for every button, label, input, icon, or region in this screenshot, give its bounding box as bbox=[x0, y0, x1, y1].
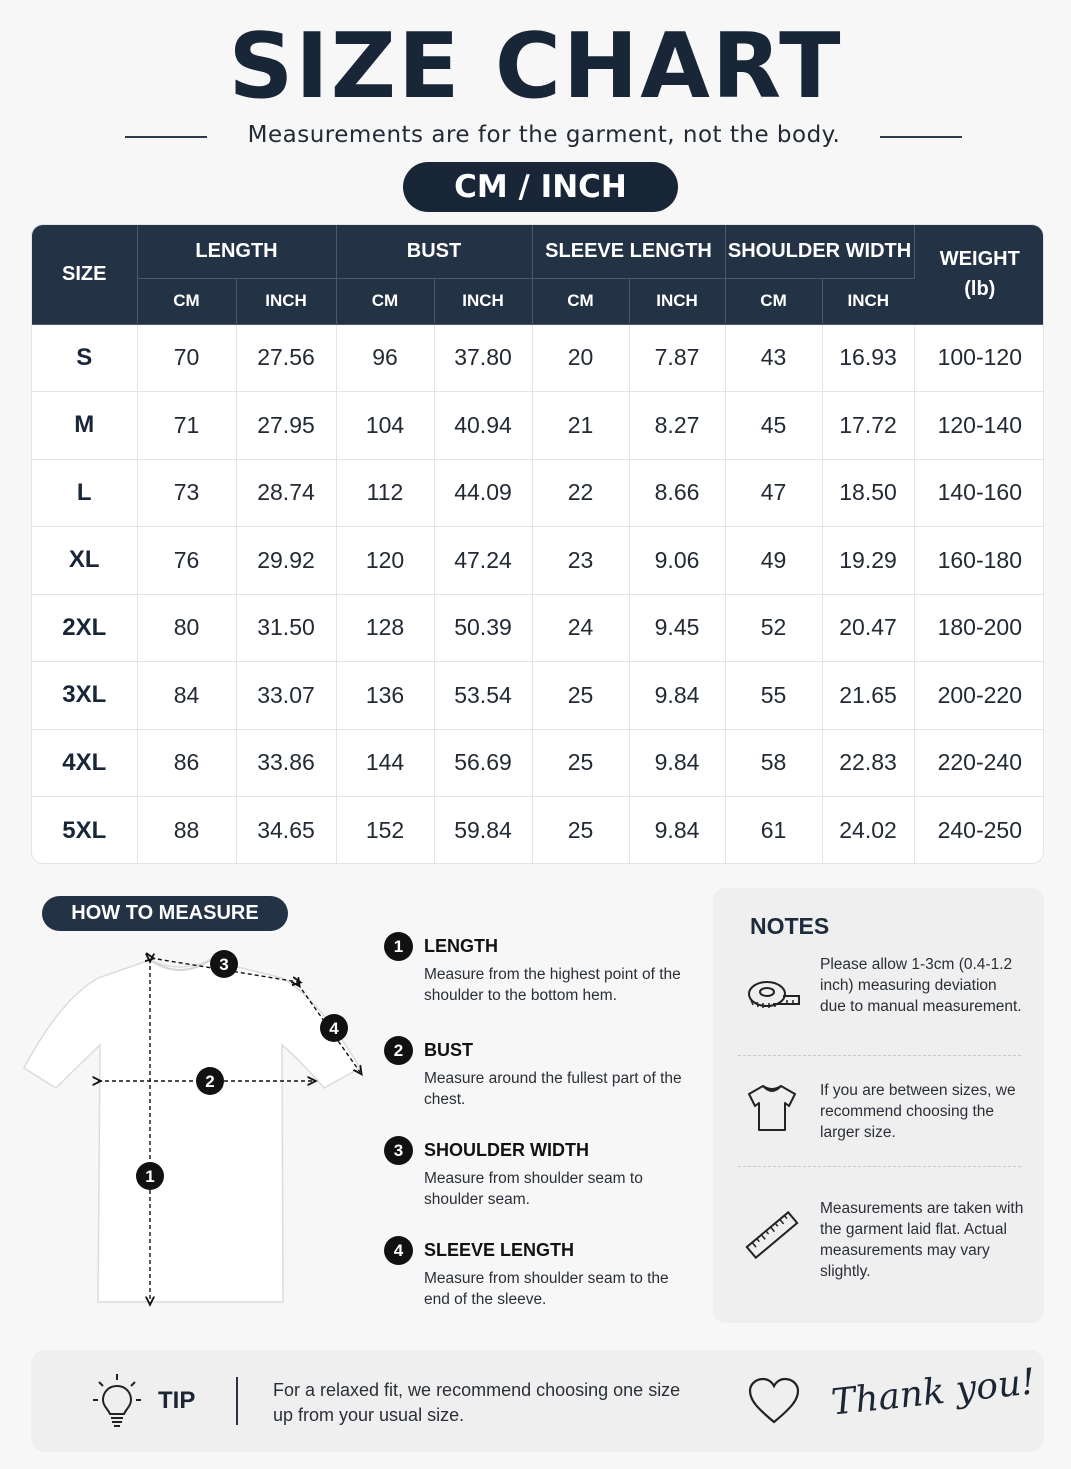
table-cell: 33.86 bbox=[236, 729, 336, 797]
table-cell: 22 bbox=[532, 459, 629, 527]
marker-bust bbox=[196, 1067, 224, 1095]
table-cell: 70 bbox=[137, 324, 236, 392]
table-cell: 7.87 bbox=[629, 324, 725, 392]
unit-cm-header: CM bbox=[725, 278, 822, 324]
step-title: LENGTH bbox=[424, 936, 498, 956]
table-cell: 40.94 bbox=[434, 392, 532, 460]
notes-title: NOTES bbox=[750, 913, 830, 939]
subtitle: Measurements are for the garment, not the body. bbox=[247, 122, 841, 148]
table-cell: 240-250 bbox=[937, 817, 1022, 843]
table-cell: 43 bbox=[725, 324, 822, 392]
table-cell: 16.93 bbox=[822, 324, 914, 392]
tip-divider bbox=[236, 1377, 238, 1425]
table-cell: 128 bbox=[336, 594, 434, 662]
table-cell: 136 bbox=[336, 662, 434, 730]
table-cell: 104 bbox=[336, 392, 434, 460]
table-cell: 73 bbox=[137, 459, 236, 527]
table-row bbox=[32, 729, 1044, 797]
svg-text:2: 2 bbox=[205, 1072, 215, 1091]
tip-label: TIP bbox=[158, 1387, 196, 1414]
table-cell: 8.27 bbox=[629, 392, 725, 460]
table-cell: 9.06 bbox=[629, 527, 725, 595]
weight-header-label: WEIGHT (lb) bbox=[939, 248, 1020, 301]
table-cell: 45 bbox=[725, 392, 822, 460]
unit-cm-header: CM bbox=[137, 278, 236, 324]
table-cell: 8.66 bbox=[629, 459, 725, 527]
subtitle-row bbox=[0, 120, 1071, 154]
size-table bbox=[31, 224, 1044, 864]
tip-text: For a relaxed fit, we recommend choosing one size up from your usual size. bbox=[273, 1380, 681, 1425]
step-number: 4 bbox=[384, 1236, 413, 1265]
table-row bbox=[32, 527, 1044, 595]
length-header: LENGTH bbox=[137, 225, 336, 278]
table-row bbox=[32, 662, 1044, 730]
table-cell: 17.72 bbox=[822, 392, 914, 460]
table-cell: 120-140 bbox=[914, 392, 1044, 460]
step-number: 1 bbox=[384, 932, 413, 961]
size-cell: 3XL bbox=[32, 662, 137, 730]
table-cell: 24.02 bbox=[822, 797, 914, 865]
table-cell: 20 bbox=[532, 324, 629, 392]
note-text: If you are between sizes, we recommend choosing the larger size. bbox=[820, 1082, 1016, 1141]
marker-length bbox=[136, 1162, 164, 1190]
note-divider bbox=[738, 1055, 1021, 1056]
table-cell: 23 bbox=[532, 527, 629, 595]
subtitle-rule-left bbox=[125, 136, 207, 138]
marker-sleeve-length bbox=[320, 1014, 348, 1042]
page-title: SIZE CHART bbox=[228, 14, 843, 119]
table-cell: 21 bbox=[532, 392, 629, 460]
table-cell: 25 bbox=[532, 662, 629, 730]
how-to-measure-badge: HOW TO MEASURE bbox=[42, 896, 288, 931]
unit-cm-header: CM bbox=[336, 278, 434, 324]
tshirt-diagram bbox=[20, 940, 370, 1310]
table-cell: 100-120 bbox=[914, 324, 1044, 392]
tshirt-icon bbox=[743, 1080, 801, 1138]
table-cell: 25 bbox=[532, 729, 629, 797]
table-cell: 22.83 bbox=[822, 729, 914, 797]
table-cell: 33.07 bbox=[236, 662, 336, 730]
step-description: Measure from the highest point of the shoulder to the bottom hem. bbox=[424, 966, 681, 1004]
size-header: SIZE bbox=[32, 225, 137, 324]
table-cell: 53.54 bbox=[434, 662, 532, 730]
table-cell: 9.84 bbox=[629, 797, 725, 865]
step-description: Measure from shoulder seam to shoulder seam. bbox=[424, 1170, 643, 1208]
table-cell: 27.95 bbox=[236, 392, 336, 460]
sleeve-length-header: SLEEVE LENGTH bbox=[532, 225, 725, 278]
bust-header: BUST bbox=[336, 225, 532, 278]
unit-inch-header: INCH bbox=[434, 278, 532, 324]
table-cell: 21.65 bbox=[822, 662, 914, 730]
unit-cm-header: CM bbox=[532, 278, 629, 324]
table-row bbox=[32, 594, 1044, 662]
unit-inch-header: INCH bbox=[822, 278, 914, 324]
table-cell: 86 bbox=[137, 729, 236, 797]
marker-shoulder-width bbox=[210, 950, 238, 978]
tape-measure-icon bbox=[743, 962, 801, 1020]
unit-inch-header: INCH bbox=[629, 278, 725, 324]
table-cell: 144 bbox=[336, 729, 434, 797]
notes-panel bbox=[713, 888, 1044, 1323]
table-cell: 84 bbox=[137, 662, 236, 730]
unit-badge: CM / INCH bbox=[403, 162, 678, 212]
note-text: Measurements are taken with the garment laid flat. Actual measurements may vary slightly. bbox=[820, 1200, 1024, 1280]
size-cell: 5XL bbox=[32, 797, 137, 865]
table-cell: 220-240 bbox=[914, 729, 1044, 797]
size-cell: M bbox=[32, 392, 137, 460]
table-cell: 29.92 bbox=[236, 527, 336, 595]
table-row bbox=[32, 797, 1044, 865]
table-cell: 47.24 bbox=[434, 527, 532, 595]
step-title: SLEEVE LENGTH bbox=[424, 1240, 575, 1260]
table-row bbox=[32, 459, 1044, 527]
table-cell: 9.45 bbox=[629, 594, 725, 662]
table-cell: 120 bbox=[336, 527, 434, 595]
table-cell: 24 bbox=[532, 594, 629, 662]
table-cell: 49 bbox=[725, 527, 822, 595]
note-text: Please allow 1-3cm (0.4-1.2 inch) measuring deviation due to manual measurement. bbox=[820, 956, 1022, 1015]
tip-bar bbox=[31, 1350, 1044, 1452]
svg-text:1: 1 bbox=[145, 1167, 155, 1186]
table-cell: 152 bbox=[336, 797, 434, 865]
ruler-icon bbox=[743, 1206, 801, 1264]
table-cell: 44.09 bbox=[434, 459, 532, 527]
size-table-body bbox=[32, 324, 1044, 864]
thank-you-signature: Thank you! bbox=[829, 1361, 1038, 1424]
table-cell: 112 bbox=[336, 459, 434, 527]
step-description: Measure from shoulder seam to the end of the sleeve. bbox=[424, 1270, 669, 1308]
table-cell: 9.84 bbox=[629, 729, 725, 797]
svg-text:3: 3 bbox=[219, 955, 229, 974]
table-row bbox=[32, 324, 1044, 392]
table-cell: 18.50 bbox=[822, 459, 914, 527]
table-cell: 180-200 bbox=[914, 594, 1044, 662]
size-cell: XL bbox=[32, 527, 137, 595]
unit-inch-header: INCH bbox=[236, 278, 336, 324]
size-cell: 2XL bbox=[32, 594, 137, 662]
tshirt-shape bbox=[24, 960, 360, 1302]
table-cell: 59.84 bbox=[434, 797, 532, 865]
table-cell: 71 bbox=[137, 392, 236, 460]
weight-header bbox=[914, 225, 1044, 324]
table-cell: 50.39 bbox=[434, 594, 532, 662]
subtitle-rule-right bbox=[880, 136, 962, 138]
table-cell: 76 bbox=[137, 527, 236, 595]
table-cell: 47 bbox=[725, 459, 822, 527]
table-cell: 88 bbox=[137, 797, 236, 865]
table-cell: 61 bbox=[725, 797, 822, 865]
table-cell: 28.74 bbox=[236, 459, 336, 527]
table-cell: 55 bbox=[725, 662, 822, 730]
table-cell: 25 bbox=[532, 797, 629, 865]
step-title: BUST bbox=[424, 1040, 473, 1060]
step-number: 2 bbox=[384, 1036, 413, 1065]
table-cell: 200-220 bbox=[914, 662, 1044, 730]
table-cell: 58 bbox=[725, 729, 822, 797]
size-cell: S bbox=[32, 324, 137, 392]
note-divider bbox=[738, 1166, 1021, 1167]
heart-icon bbox=[747, 1376, 801, 1426]
table-cell: 52 bbox=[725, 594, 822, 662]
lightbulb-icon bbox=[91, 1372, 143, 1430]
table-cell: 31.50 bbox=[236, 594, 336, 662]
table-cell: 56.69 bbox=[434, 729, 532, 797]
table-cell: 20.47 bbox=[822, 594, 914, 662]
step-number: 3 bbox=[384, 1136, 413, 1165]
table-cell: 80 bbox=[137, 594, 236, 662]
table-cell: 27.56 bbox=[236, 324, 336, 392]
size-cell: 4XL bbox=[32, 729, 137, 797]
size-cell: L bbox=[32, 459, 137, 527]
table-cell: 34.65 bbox=[236, 797, 336, 865]
table-row bbox=[32, 392, 1044, 460]
step-title: SHOULDER WIDTH bbox=[424, 1140, 589, 1160]
table-cell: 140-160 bbox=[914, 459, 1044, 527]
table-cell: 9.84 bbox=[629, 662, 725, 730]
svg-text:4: 4 bbox=[329, 1019, 339, 1038]
shoulder-width-header: SHOULDER WIDTH bbox=[725, 225, 914, 278]
step-description: Measure around the fullest part of the chest. bbox=[424, 1070, 682, 1108]
table-cell: 160-180 bbox=[914, 527, 1044, 595]
table-cell: 19.29 bbox=[822, 527, 914, 595]
table-cell: 37.80 bbox=[434, 324, 532, 392]
table-cell: 96 bbox=[336, 324, 434, 392]
